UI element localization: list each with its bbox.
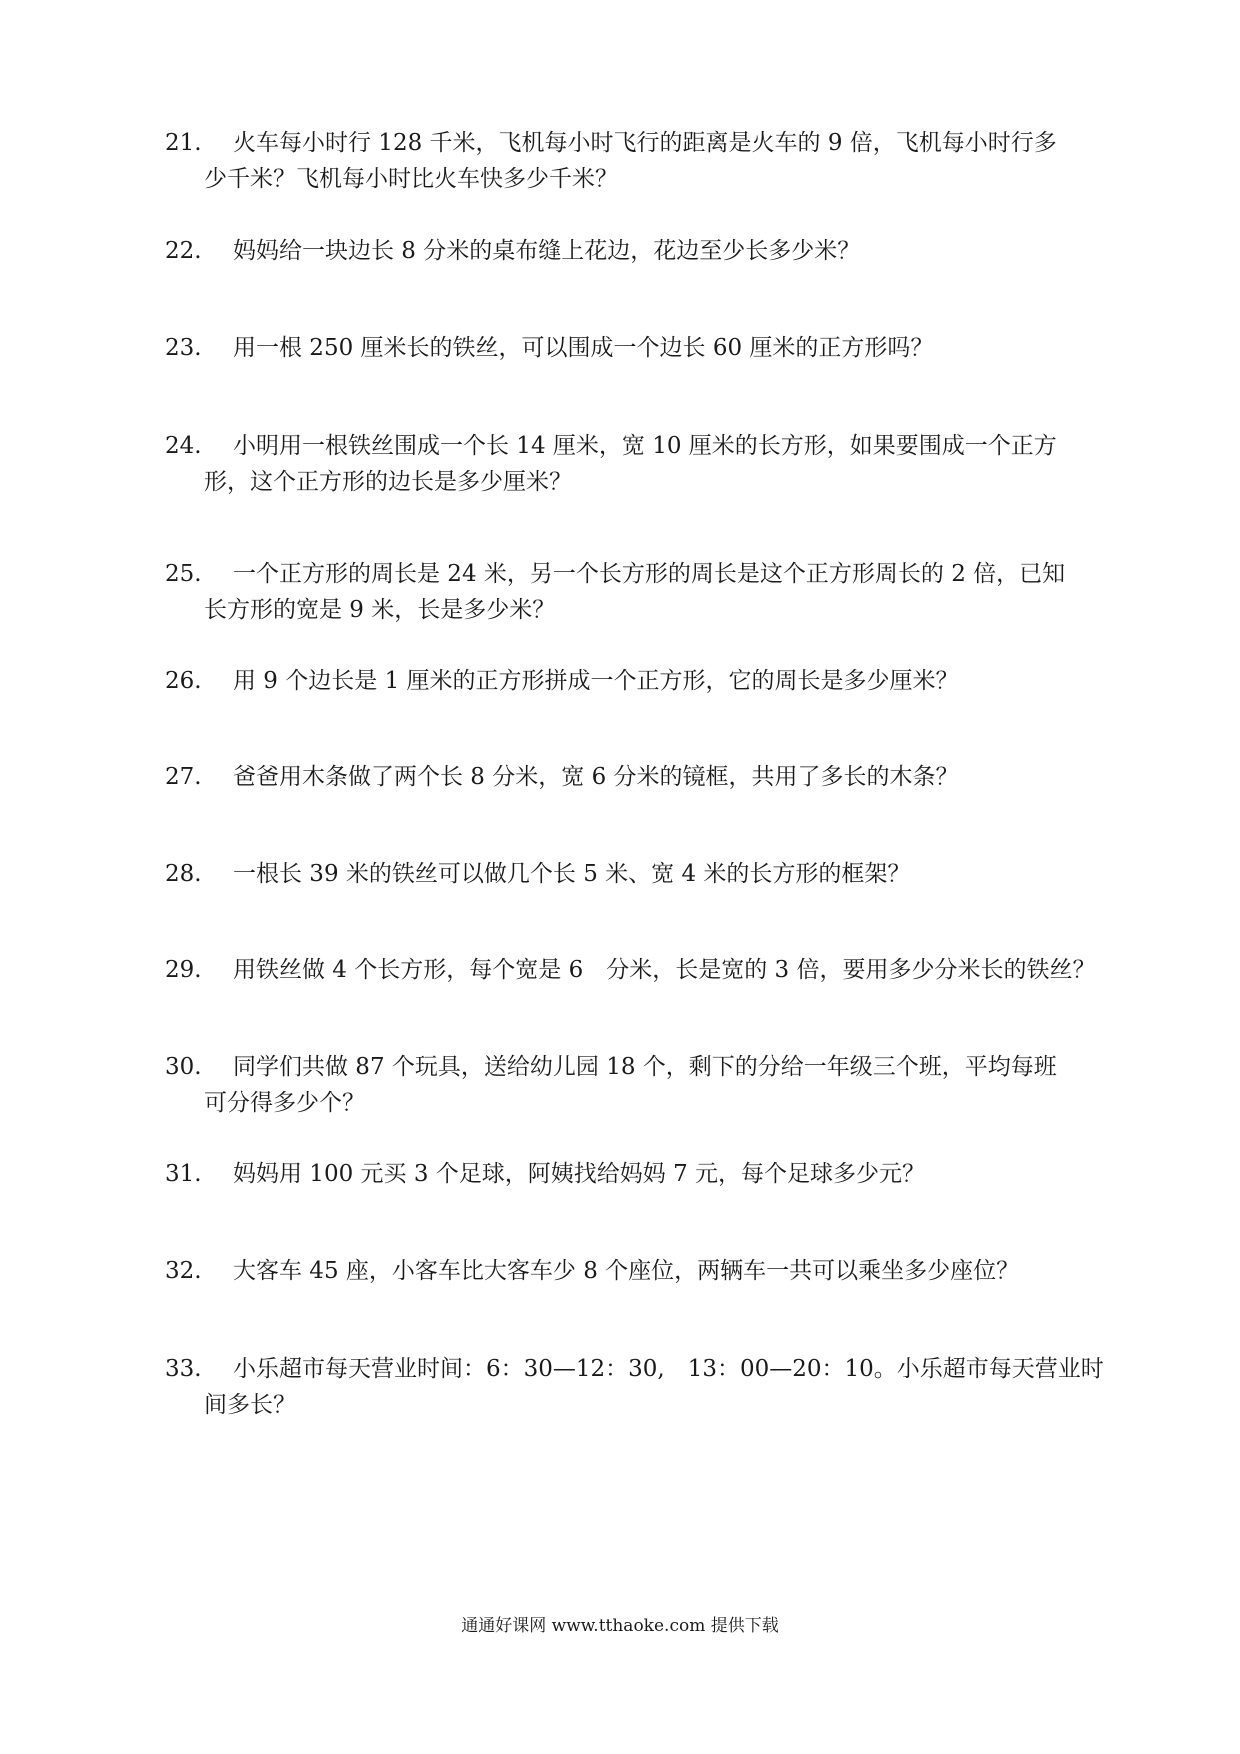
question-number: 33. bbox=[165, 1356, 202, 1382]
question-number: 21. bbox=[165, 130, 202, 156]
question-text: 妈妈给一块边长 8 分米的桌布缝上花边，花边至少长多少米？ bbox=[233, 238, 861, 264]
question-text: 用铁丝做 4 个长方形，每个宽是 6 分米，长是宽的 3 倍，要用多少分米长的铁丝？ bbox=[233, 957, 1096, 983]
question-text-continued: 长方形的宽是 9 米，长是多少米？ bbox=[204, 597, 556, 623]
question-number: 26. bbox=[165, 668, 202, 694]
question-text-continued: 形，这个正方形的边长是多少厘米？ bbox=[204, 469, 572, 495]
question-28 bbox=[165, 856, 1125, 892]
question-text: 用 9 个边长是 1 厘米的正方形拼成一个正方形，它的周长是多少厘米？ bbox=[233, 668, 959, 694]
question-21 bbox=[165, 125, 1125, 197]
question-number: 22. bbox=[165, 238, 202, 264]
question-text: 妈妈用 100 元买 3 个足球，阿姨找给妈妈 7 元，每个足球多少元？ bbox=[233, 1161, 926, 1187]
question-text: 小明用一根铁丝围成一个长 14 厘米，宽 10 厘米的长方形，如果要围成一个正方 bbox=[233, 433, 1057, 459]
question-27 bbox=[165, 759, 1125, 795]
question-number: 23. bbox=[165, 335, 202, 361]
question-24 bbox=[165, 428, 1125, 500]
question-number: 25. bbox=[165, 561, 202, 587]
question-text: 一根长 39 米的铁丝可以做几个长 5 米、宽 4 米的长方形的框架？ bbox=[233, 861, 911, 887]
question-text: 同学们共做 87 个玩具，送给幼儿园 18 个，剩下的分给一年级三个班，平均每班 bbox=[233, 1054, 1057, 1080]
question-number: 29. bbox=[165, 957, 202, 983]
question-number: 24. bbox=[165, 433, 202, 459]
question-25 bbox=[165, 556, 1125, 628]
question-text: 一个正方形的周长是 24 米，另一个长方形的周长是这个正方形周长的 2 倍，已知 bbox=[233, 561, 1066, 587]
question-number: 28. bbox=[165, 861, 202, 887]
question-26 bbox=[165, 663, 1125, 699]
question-23 bbox=[165, 330, 1125, 366]
question-text: 爸爸用木条做了两个长 8 分米，宽 6 分米的镜框，共用了多长的木条？ bbox=[233, 764, 959, 790]
question-text: 小乐超市每天营业时间：6：30—12：30, 13：00—20：10。小乐超市每天营业时 bbox=[233, 1356, 1104, 1382]
question-text-continued: 少千米？飞机每小时比火车快多少千米？ bbox=[204, 166, 618, 192]
question-number: 31. bbox=[165, 1161, 202, 1187]
question-number: 30. bbox=[165, 1054, 202, 1080]
question-number: 32. bbox=[165, 1258, 202, 1284]
question-29 bbox=[165, 952, 1125, 988]
question-text: 大客车 45 座，小客车比大客车少 8 个座位，两辆车一共可以乘坐多少座位？ bbox=[233, 1258, 1020, 1284]
question-33 bbox=[165, 1351, 1125, 1423]
question-text: 火车每小时行 128 千米，飞机每小时飞行的距离是火车的 9 倍，飞机每小时行多 bbox=[233, 130, 1057, 156]
question-text-continued: 可分得多少个？ bbox=[204, 1090, 365, 1116]
question-31 bbox=[165, 1156, 1125, 1192]
question-22 bbox=[165, 233, 1125, 269]
page-footer: 通通好课网 www.tthaoke.com 提供下载 bbox=[461, 1616, 779, 1636]
question-30 bbox=[165, 1049, 1125, 1121]
question-text: 用一根 250 厘米长的铁丝，可以围成一个边长 60 厘米的正方形吗？ bbox=[233, 335, 934, 361]
question-text-continued: 间多长？ bbox=[204, 1392, 296, 1418]
question-32 bbox=[165, 1253, 1125, 1289]
question-number: 27. bbox=[165, 764, 202, 790]
